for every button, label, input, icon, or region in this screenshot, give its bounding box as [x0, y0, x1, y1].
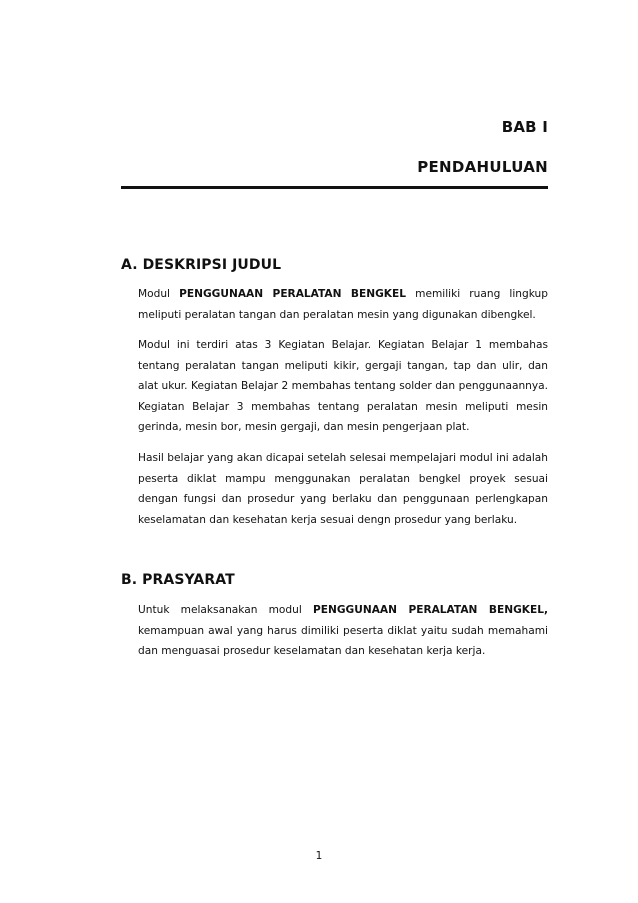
chapter-number: BAB I [501, 118, 548, 136]
section-heading-prasyarat: B. PRASYARAT [121, 572, 235, 588]
paragraph-prasyarat-1 [138, 600, 548, 662]
paragraph-emphasis: PENGGUNAAN PERALATAN BENGKEL [179, 288, 407, 300]
paragraph-deskripsi-1 [138, 284, 548, 325]
paragraph-text: Modul ini terdiri atas 3 Kegiatan Belajar. Kegiatan Belajar 1 membahas tentang peralatan tangan meliputi kikir, gergaji tangan, tap dan ulir, dan alat ukur. Kegiatan Belajar 2 membahas tentang solder dan penggunaannya. Kegiatan Belajar 3 membahas tentang peralatan mesin meliputi mesin gerinda, mesin bor, mesin gergaji, dan mesin pengerjaan plat. [138, 339, 548, 433]
section-heading-deskripsi: A. DESKRIPSI JUDUL [121, 257, 282, 273]
paragraph-text: Modul [138, 288, 180, 300]
paragraph-text: Untuk melaksanakan modul [138, 604, 313, 616]
paragraph-deskripsi-3 [138, 448, 548, 530]
paragraph-text: kemampuan awal yang harus dimiliki peserta diklat yaitu sudah memahami dan menguasai prosedur keselamatan dan kesehatan kerja kerja. [138, 624, 548, 657]
chapter-title: PENDAHULUAN [417, 158, 548, 176]
title-rule [121, 186, 548, 189]
paragraph-text: memiliki ruang lingkup meliputi peralatan tangan dan peralatan mesin yang digunakan dibengkel. [138, 288, 548, 321]
paragraph-text: Hasil belajar yang akan dicapai setelah selesai mempelajari modul ini adalah peserta diklat mampu menggunakan peralatan bengkel proyek sesuai dengan fungsi dan prosedur yang berlaku dan penggunaan perlengkapan keselamatan dan kesehatan kerja sesuai dengn prosedur yang berlaku. [138, 452, 548, 526]
paragraph-emphasis: PENGGUNAAN PERALATAN BENGKEL, [312, 604, 548, 616]
paragraph-deskripsi-2 [138, 335, 548, 438]
page-number: 1 [315, 850, 323, 862]
